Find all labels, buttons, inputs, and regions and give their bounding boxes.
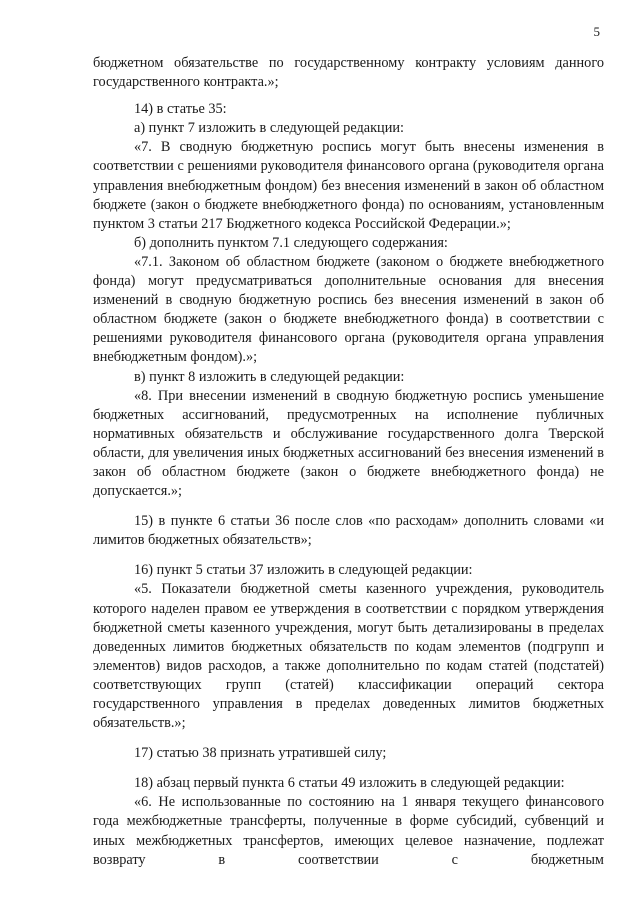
page-number: 5 [593, 24, 600, 39]
paragraph: 16) пункт 5 статьи 37 изложить в следующей редакции: [134, 562, 473, 579]
paragraph: а) пункт 7 изложить в следующей редакции: [134, 120, 404, 137]
paragraph: 18) абзац первый пункта 6 статьи 49 изложить в следующей редакции: [134, 775, 565, 792]
paragraph: 17) статью 38 признать утратившей силу; [134, 745, 387, 762]
paragraph: «6. Не использованные по состоянию на 1 января текущего финансового года межбюджетные трансферты, полученные в форме субсидий, субвенций и иных межбюджетных трансфертов, имеющих целевое назначение, подлежат возврату в соответствии с бюджетным [93, 794, 604, 868]
paragraph: «7. В сводную бюджетную роспись могут быть внесены изменения в соответствии с решениями руководителя финансового органа (руководителя органа управления внебюджетным фондом) без внесения изменений в закон об областном бюджете (закон о бюджете внебюджетного фонда) по основаниям, установленным пунктом 3 статьи 217 Бюджетного кодекса Российской Федерации.»; [93, 139, 604, 232]
paragraph: б) дополнить пунктом 7.1 следующего содержания: [134, 234, 448, 251]
paragraph: «8. При внесении изменений в сводную бюджетную роспись уменьшение бюджетных ассигнований, предусмотренных на исполнение публичных нормативных обязательств и обслуживание государственного долга Тверской области, для увеличения иных бюджетных ассигнований без внесения изменений в закон об областном бюджете (закон о бюджете внебюджетного фонда) не допускается.»; [93, 387, 604, 500]
document-body [93, 54, 604, 870]
paragraph: 14) в статье 35: [134, 101, 227, 118]
paragraph: бюджетном обязательстве по государственному контракту условиям данного государственного контракта.»; [93, 55, 604, 91]
paragraph: в) пункт 8 изложить в следующей редакции: [134, 368, 405, 385]
paragraph: «7.1. Законом об областном бюджете (законом о бюджете внебюджетного фонда) могут предусматриваться дополнительные основания для внесения изменений в сводную бюджетную роспись без внесения изменений в закон об областном бюджете (закон о бюджете внебюджетного фонда) в соответствии с решениями руководителя финансового органа (руководителя органа управления внебюджетным фондом).»; [93, 253, 604, 366]
paragraph: 15) в пункте 6 статьи 36 после слов «по расходам» дополнить словами «и лимитов бюджетных обязательств»; [93, 513, 604, 549]
paragraph: «5. Показатели бюджетной сметы казенного учреждения, руководитель которого наделен правом ее утверждения в соответствии с порядком утверждения бюджетной сметы казенного учреждения, могут быть детализированы в пределах доведенных лимитов бюджетных обязательств по кодам элементов (подгрупп и элементов) видов расходов, а также дополнительно по кодам статей (подстатей) соответствующих групп (статей) классификации операций сектора государственного управления в пределах доведенных лимитов бюджетных обязательств.»; [93, 581, 604, 732]
